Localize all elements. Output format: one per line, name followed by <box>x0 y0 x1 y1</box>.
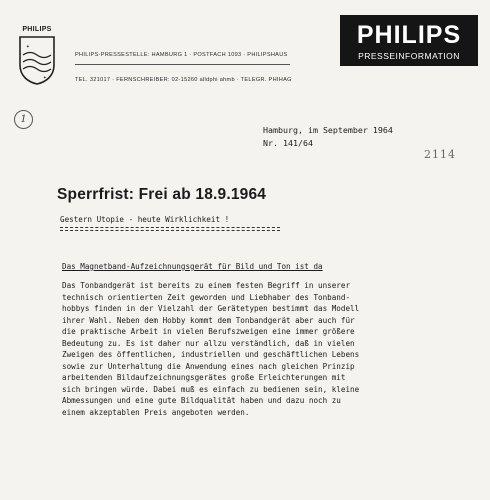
body-line: ihrer Wahl. Neben dem Hobby kommt dem Tonbandgerät aber auch für <box>62 315 355 325</box>
body-line: arbeitenden Bildaufzeichnungsgerätes große Erleichterungen mit <box>62 373 346 382</box>
body-line: hobbys finden in der Vielzahl der Gerätetypen bestimmt das Modell <box>62 304 360 313</box>
philips-shield-logo <box>14 26 60 88</box>
body-paragraph <box>62 280 472 418</box>
body-line: Abmessungen und eine gute Bildqualität haben und dazu noch zu <box>62 396 341 405</box>
section-heading: Das Magnetband-Aufzeichnungsgerät für Bild und Ton ist da <box>62 262 323 271</box>
release-date: Hamburg, im September 1964 <box>263 125 393 135</box>
svg-text:✦: ✦ <box>43 74 47 81</box>
body-line: sowie zur Unterhaltung die Anwendung eines nach gleichen Prinzip <box>62 361 355 371</box>
body-line: technisch orientierten Zeit geworden und Liebhaber des Tonband- <box>62 292 351 302</box>
subtitle-double-underline <box>60 227 280 231</box>
body-line: Zweigen des öffentlichen, industriellen und geschäftlichen Lebens <box>62 350 360 359</box>
body-line: einem akzeptablen Preis angeboten werden. <box>62 407 250 417</box>
embargo-headline: Sperrfrist: Frei ab 18.9.1964 <box>57 186 267 203</box>
body-line: die praktische Arbeit in vielen Berufszweigen eine immer größere <box>62 327 355 336</box>
address-line-2: TEL. 321017 · FERNSCHREIBER: 02-15260 alldphi ahmb · TELEGR. PHIHAG <box>75 77 292 83</box>
header-rule <box>75 64 290 65</box>
banner-subtitle: PRESSEINFORMATION <box>358 51 460 61</box>
release-number: Nr. 141/64 <box>263 138 313 148</box>
body-line: Bedeutung zu. Es ist daher nur allzu verständlich, daß in vielen <box>62 338 355 348</box>
press-information-banner <box>340 15 478 66</box>
body-line: sich bringen würde. Dabei muß es einfach zu bedienen sein, kleine <box>62 384 360 394</box>
logo-wordmark: PHILIPS <box>22 26 52 33</box>
article-subtitle: Gestern Utopie - heute Wirklichkeit ! <box>60 215 230 224</box>
address-line-1: PHILIPS-PRESSESTELLE: HAMBURG 1 · POSTFACH 1093 · PHILIPSHAUS <box>75 52 288 58</box>
handwritten-circled-number: 1 <box>14 110 33 129</box>
svg-text:✦: ✦ <box>26 43 30 50</box>
shield-emblem-icon <box>17 35 57 85</box>
body-line: Das Tonbandgerät ist bereits zu einem festen Begriff in unserer <box>62 281 351 290</box>
banner-brand: PHILIPS <box>356 21 462 49</box>
handwritten-note: 2114 <box>424 148 456 161</box>
